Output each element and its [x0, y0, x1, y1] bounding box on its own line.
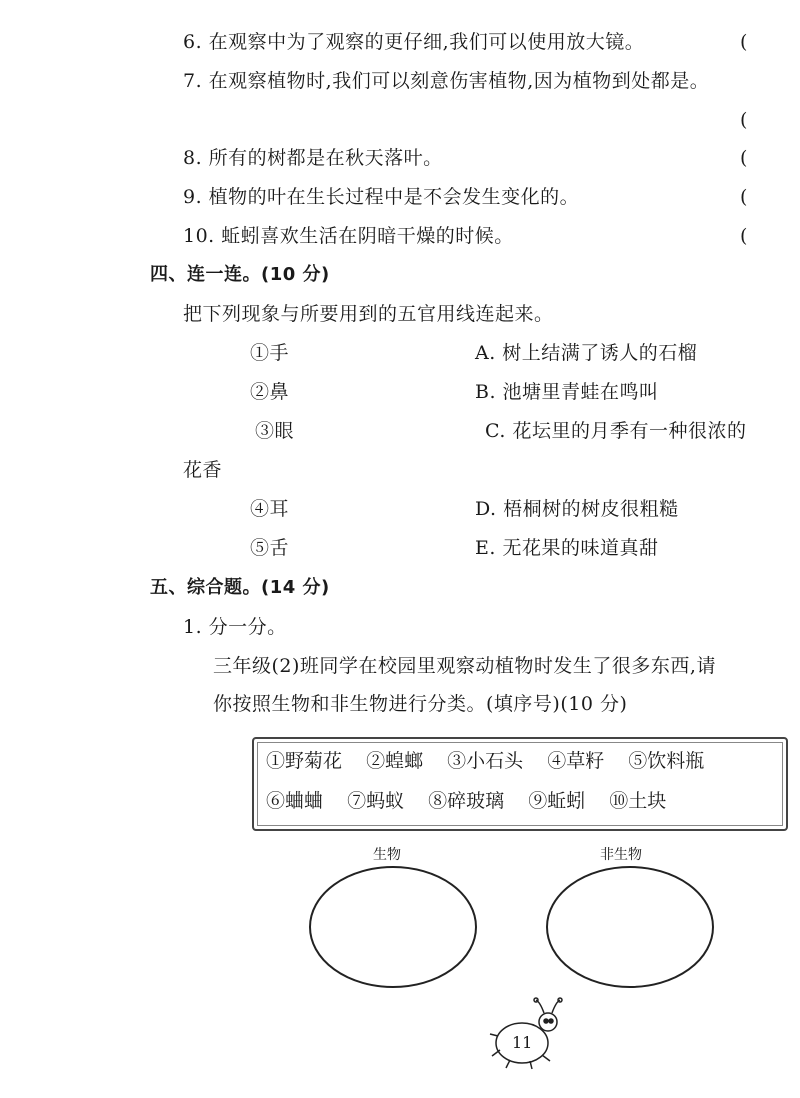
- question-1-line-2: 你按照生物和非生物进行分类。(填序号)(10 分): [213, 693, 628, 715]
- sense-nose[interactable]: ②鼻: [250, 381, 290, 403]
- sense-ear[interactable]: ④耳: [250, 498, 290, 520]
- item-6: ⑥蛐蛐: [266, 790, 324, 812]
- answer-paren-6[interactable]: (: [740, 31, 748, 53]
- answer-paren-7[interactable]: (: [740, 109, 748, 131]
- page-number: 11: [512, 1033, 533, 1052]
- item-2: ②蝗螂: [366, 750, 424, 772]
- phenomenon-a[interactable]: A. 树上结满了诱人的石榴: [475, 342, 698, 364]
- item-7: ⑦蚂蚁: [347, 790, 405, 812]
- phenomenon-c-wrap: 花香: [183, 459, 223, 481]
- label-biological: 生物: [373, 847, 401, 863]
- item-8: ⑧碎玻璃: [428, 790, 505, 812]
- sense-hand[interactable]: ①手: [250, 342, 290, 364]
- section-5-title: 五、综合题。(14 分): [150, 577, 330, 598]
- phenomenon-d[interactable]: D. 梧桐树的树皮很粗糙: [475, 498, 679, 520]
- item-9: ⑨蚯蚓: [528, 790, 586, 812]
- question-1-line-1: 三年级(2)班同学在校园里观察动植物时发生了很多东西,请: [213, 655, 716, 677]
- item-5: ⑤饮料瓶: [628, 750, 705, 772]
- judge-item-10: 10. 蚯蚓喜欢生活在阴暗干燥的时候。: [183, 225, 514, 247]
- answer-paren-9[interactable]: (: [740, 186, 748, 208]
- phenomenon-b[interactable]: B. 池塘里青蛙在鸣叫: [475, 381, 659, 403]
- item-4: ④草籽: [547, 750, 605, 772]
- sense-eye[interactable]: ③眼: [255, 420, 295, 442]
- item-3: ③小石头: [447, 750, 524, 772]
- answer-paren-8[interactable]: (: [740, 147, 748, 169]
- phenomenon-e[interactable]: E. 无花果的味道真甜: [475, 537, 659, 559]
- phenomenon-c[interactable]: C. 花坛里的月季有一种很浓的: [485, 420, 747, 442]
- section-4-instruction: 把下列现象与所要用到的五官用线连起来。: [183, 303, 554, 325]
- oval-biological[interactable]: [310, 867, 476, 987]
- answer-paren-10[interactable]: (: [740, 225, 748, 247]
- sense-tongue[interactable]: ⑤舌: [250, 537, 290, 559]
- question-1-title: 1. 分一分。: [183, 616, 287, 638]
- judge-item-8: 8. 所有的树都是在秋天落叶。: [183, 147, 443, 169]
- judge-item-9: 9. 植物的叶在生长过程中是不会发生变化的。: [183, 186, 580, 208]
- oval-non-biological[interactable]: [547, 867, 713, 987]
- judge-item-6: 6. 在观察中为了观察的更仔细,我们可以使用放大镜。: [183, 31, 645, 53]
- judge-item-7: 7. 在观察植物时,我们可以刻意伤害植物,因为植物到处都是。: [183, 70, 710, 92]
- item-10: ⑩土块: [609, 790, 667, 812]
- section-4-title: 四、连一连。(10 分): [150, 264, 330, 285]
- item-1: ①野菊花: [266, 750, 343, 772]
- label-non-biological: 非生物: [600, 847, 642, 863]
